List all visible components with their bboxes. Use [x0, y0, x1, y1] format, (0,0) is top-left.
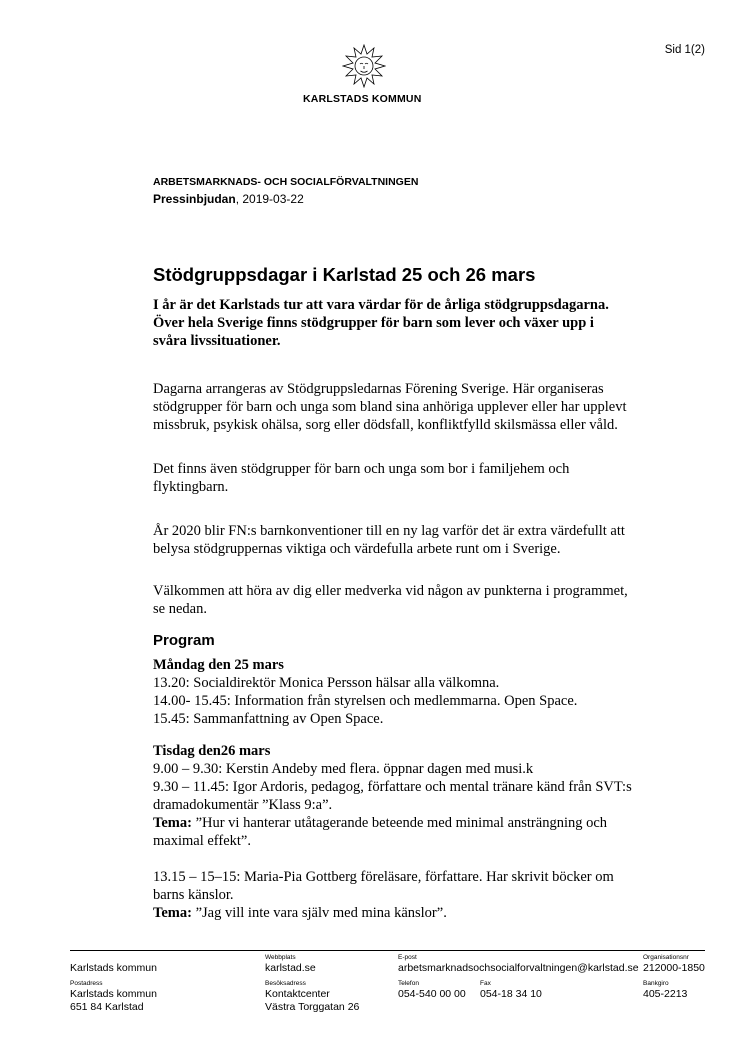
- footer-email-link[interactable]: arbetsmarknadsochsocialforvaltningen@karlstad.se: [398, 962, 639, 974]
- program-item: 13.15 – 15–15: Maria-Pia Gottberg föreläsare, författare. Har skrivit böcker om barns känslor.: [153, 869, 614, 903]
- footer-bankgiro: 405-2213: [643, 988, 688, 1000]
- headline: Stödgruppsdagar i Karlstad 25 och 26 mars: [153, 264, 536, 285]
- press-type: Pressinbjudan: [153, 192, 236, 206]
- theme-label: Tema:: [153, 905, 192, 921]
- body-paragraph: År 2020 blir FN:s barnkonventioner till en ny lag varför det är extra värdefullt att belysa stödgruppernas viktiga och värdefulla arbete runt om i Sverige.: [153, 523, 625, 557]
- page-number: Sid 1(2): [664, 44, 705, 56]
- footer-web-label: Webbplats: [265, 954, 296, 961]
- program-item: 13.20: Socialdirektör Monica Persson hälsar alla välkomna.: [153, 675, 500, 691]
- body-paragraph: Det finns även stödgrupper för barn och unga som bor i familjehem och flyktingbarn.: [153, 461, 570, 495]
- press-line: [153, 192, 304, 206]
- footer-fax-label: Fax: [480, 980, 491, 987]
- footer-postal-line1: Karlstads kommun: [70, 988, 157, 1000]
- program-item: 9.30 – 11.45: Igor Ardoris, pedagog, författare och mental tränare känd från SVT:s dramadokumentär ”Klass 9:a”.: [153, 779, 632, 813]
- footer-phone-label: Telefon: [398, 980, 419, 987]
- program-item: 15.45: Sammanfattning av Open Space.: [153, 711, 384, 727]
- footer-visit-line2: Västra Torggatan 26: [265, 1001, 360, 1013]
- footer-postal-line2: 651 84 Karlstad: [70, 1001, 144, 1013]
- footer-name: Karlstads kommun: [70, 962, 157, 974]
- footer-visit-line1: Kontaktcenter: [265, 988, 330, 1000]
- program-day-monday: [153, 656, 633, 728]
- day-title: Tisdag den26 mars: [153, 743, 271, 759]
- footer-postal-label: Postadress: [70, 980, 103, 987]
- theme-text: ”Hur vi hanterar utåtagerande beteende med minimal ansträngning och maximal effekt”.: [153, 815, 608, 849]
- footer-bankgiro-label: Bankgiro: [643, 980, 669, 987]
- footer-web-link[interactable]: karlstad.se: [265, 962, 316, 974]
- program-day-tuesday: [153, 742, 633, 922]
- body-paragraph: Välkommen att höra av dig eller medverka vid någon av punkterna i programmet, se nedan.: [153, 583, 628, 617]
- department-name: ARBETSMARKNADS- OCH SOCIALFÖRVALTNINGEN: [153, 176, 419, 188]
- footer-fax: 054-18 34 10: [480, 988, 542, 1000]
- body-paragraph: Dagarna arrangeras av Stödgruppsledarnas Förening Sverige. Här organiseras stödgrupper för barn och unga som bland sina anhöriga upplever eller har upplevt missbruk, psykisk ohälsa, sorg eller dödsfall, konfliktfylld skilsmässa eller våld.: [153, 381, 627, 433]
- footer-orgnr-label: Organisationsnr: [643, 954, 689, 961]
- org-name: KARLSTADS KOMMUN: [303, 93, 422, 105]
- footer-phone: 054-540 00 00: [398, 988, 466, 1000]
- footer-divider: [70, 950, 705, 951]
- footer-orgnr: 212000-1850: [643, 962, 705, 974]
- theme-label: Tema:: [153, 815, 192, 831]
- ingress: I år är det Karlstads tur att vara värdar för de årliga stödgruppsdagarna. Över hela Sverige finns stödgrupper för barn som lever och växer upp i svåra livssituationer.: [153, 297, 609, 349]
- footer-email-label: E-post: [398, 954, 417, 961]
- footer-visit-label: Besöksadress: [265, 980, 306, 987]
- program-heading: Program: [153, 632, 215, 649]
- program-theme: [153, 904, 633, 922]
- press-date: , 2019-03-22: [235, 192, 304, 206]
- program-item: 14.00- 15.45: Information från styrelsen och medlemmarna. Open Space.: [153, 693, 578, 709]
- theme-text: ”Jag vill inte vara själv med mina känslor”.: [191, 905, 447, 921]
- karlstad-sun-logo-icon: [342, 44, 386, 88]
- day-title: Måndag den 25 mars: [153, 657, 284, 673]
- program-theme: [153, 814, 633, 850]
- program-item: 9.00 – 9.30: Kerstin Andeby med flera. öppnar dagen med musi.k: [153, 761, 534, 777]
